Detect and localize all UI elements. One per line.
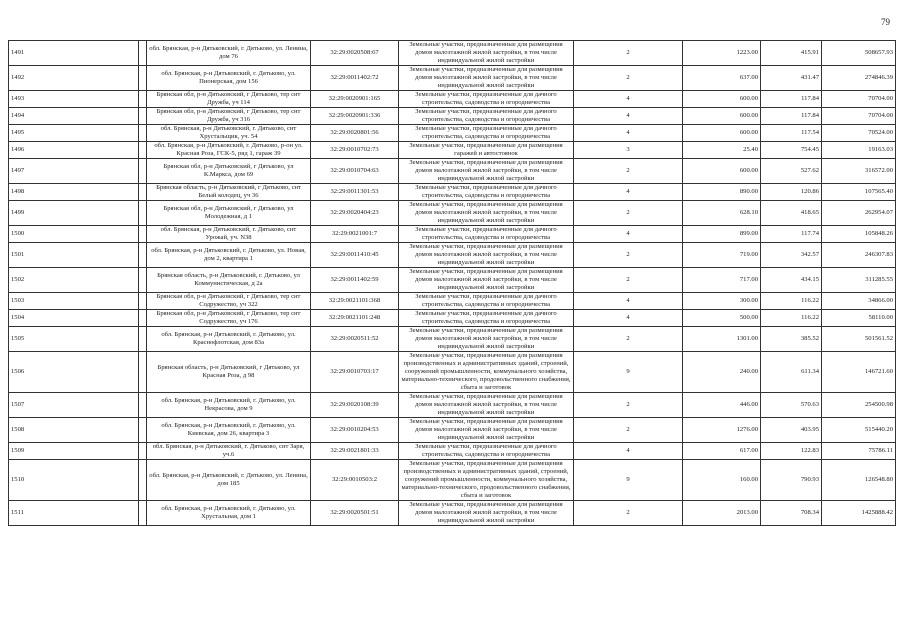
record-number: 1504	[9, 310, 139, 327]
land-use-cell: Земельные участки, предназначенные для дачного строительства, садоводства и огородничества	[399, 226, 574, 243]
record-number: 1499	[9, 201, 139, 226]
address-cell: Брянская обл, р-н Дятьковский, г Дятьково, тер снт Дружба, уч 316	[147, 108, 311, 125]
cadastral-value-cell: 107565.40	[822, 184, 896, 201]
cadastral-value-cell: 105848.26	[822, 226, 896, 243]
record-number: 1493	[9, 91, 139, 108]
record-number: 1501	[9, 243, 139, 268]
group-code-cell: 2	[574, 268, 683, 293]
group-code-cell: 2	[574, 243, 683, 268]
cadastral-value-cell: 316572.00	[822, 159, 896, 184]
address-cell: обл. Брянская, р-н Дятьковский, г. Дятьково, р-он ул. Красная Роза, ГСК-5, ряд 1, гараж 39	[147, 142, 311, 159]
area-cell: 500.00	[683, 310, 761, 327]
column-gap	[139, 393, 147, 418]
group-code-cell: 2	[574, 201, 683, 226]
area-cell: 717.00	[683, 268, 761, 293]
address-cell: Брянская обл, р-н Дятьковский, г Дятьково, тер снт Дружба, уч 114	[147, 91, 311, 108]
cadastral-number-cell: 32:29:0010704:63	[311, 159, 399, 184]
address-cell: обл. Брянская, р-н Дятьковский, г. Дятьково, ул. Хрустальная, дом 1	[147, 501, 311, 526]
area-cell: 160.00	[683, 460, 761, 501]
column-gap	[139, 125, 147, 142]
record-number: 1511	[9, 501, 139, 526]
unit-value-cell: 418.65	[761, 201, 822, 226]
cadastral-value-cell: 1425888.42	[822, 501, 896, 526]
table-row	[9, 91, 896, 108]
cadastral-number-cell: 32:29:0010204:53	[311, 418, 399, 443]
group-code-cell: 4	[574, 108, 683, 125]
group-code-cell: 2	[574, 159, 683, 184]
table-row	[9, 327, 896, 352]
column-gap	[139, 501, 147, 526]
table-row	[9, 108, 896, 125]
column-gap	[139, 443, 147, 460]
cadastral-value-cell: 501561.52	[822, 327, 896, 352]
table-row	[9, 310, 896, 327]
table-row	[9, 226, 896, 243]
area-cell: 899.00	[683, 226, 761, 243]
area-cell: 2013.00	[683, 501, 761, 526]
unit-value-cell: 117.74	[761, 226, 822, 243]
address-cell: обл. Брянская, р-н Дятьковский, г. Дятьково, ул. Некрасова, дом 9	[147, 393, 311, 418]
record-number: 1491	[9, 41, 139, 66]
cadastral-value-cell: 126548.80	[822, 460, 896, 501]
table-row	[9, 41, 896, 66]
land-use-cell: Земельные участки, предназначенные для размещения гаражей и автостоянок	[399, 142, 574, 159]
address-cell: Брянская обл, р-н Дятьковский, г Дятьково, тер снт Содружество, уч 176	[147, 310, 311, 327]
group-code-cell: 2	[574, 501, 683, 526]
group-code-cell: 4	[574, 310, 683, 327]
column-gap	[139, 41, 147, 66]
address-cell: Брянская обл, р-н Дятьковский, г Дятьково, ул Молодежная, д 1	[147, 201, 311, 226]
column-gap	[139, 108, 147, 125]
record-number: 1495	[9, 125, 139, 142]
group-code-cell: 4	[574, 184, 683, 201]
land-use-cell: Земельные участки, предназначенные для размещения домов малоэтажной жилой застройки, в том числе индивидуальной жилой застройки	[399, 201, 574, 226]
cadastral-number-cell: 32:29:0020404:23	[311, 201, 399, 226]
area-cell: 628.10	[683, 201, 761, 226]
address-cell: обл. Брянская, р-н Дятьковский, г. Дятьково, ул. Ленина, дом 76	[147, 41, 311, 66]
record-number: 1508	[9, 418, 139, 443]
address-cell: Брянская обл, р-н Дятьковский, г Дятьково, тер снт Содружество, уч 322	[147, 293, 311, 310]
address-cell: обл. Брянская, р-н Дятьковский, г. Дятьково, ул. Краснофлотская, дом 83а	[147, 327, 311, 352]
cadastral-number-cell: 32:29:0021001:7	[311, 226, 399, 243]
unit-value-cell: 527.62	[761, 159, 822, 184]
record-number: 1506	[9, 352, 139, 393]
cadastral-number-cell: 32:29:0011402:72	[311, 66, 399, 91]
unit-value-cell: 415.91	[761, 41, 822, 66]
record-number: 1494	[9, 108, 139, 125]
land-use-cell: Земельные участки, предназначенные для дачного строительства, садоводства и огородничества	[399, 293, 574, 310]
cadastral-value-cell: 58110.00	[822, 310, 896, 327]
table-row	[9, 184, 896, 201]
cadastral-value-cell: 311285.55	[822, 268, 896, 293]
area-cell: 890.00	[683, 184, 761, 201]
area-cell: 300.00	[683, 293, 761, 310]
cadastral-value-cell: 70704.00	[822, 108, 896, 125]
group-code-cell: 4	[574, 443, 683, 460]
land-use-cell: Земельные участки, предназначенные для дачного строительства, садоводства и огородничества	[399, 310, 574, 327]
group-code-cell: 3	[574, 142, 683, 159]
cadastral-value-cell: 515440.20	[822, 418, 896, 443]
record-number: 1497	[9, 159, 139, 184]
column-gap	[139, 226, 147, 243]
land-use-cell: Земельные участки, предназначенные для размещения производственных и административных зданий, строений, сооружений промышленности, коммунального хозяйства, материально-технического, продовольственного снабжения, сбыта и заготовок	[399, 460, 574, 501]
column-gap	[139, 327, 147, 352]
table-row	[9, 125, 896, 142]
column-gap	[139, 142, 147, 159]
cadastral-value-cell: 246307.83	[822, 243, 896, 268]
cadastral-number-cell: 32:29:0021101:368	[311, 293, 399, 310]
cadastral-value-cell: 254500.98	[822, 393, 896, 418]
cadastral-value-cell: 274846.39	[822, 66, 896, 91]
table-row	[9, 201, 896, 226]
group-code-cell: 2	[574, 66, 683, 91]
column-gap	[139, 66, 147, 91]
table-row	[9, 443, 896, 460]
record-number: 1507	[9, 393, 139, 418]
column-gap	[139, 201, 147, 226]
address-cell: обл. Брянская, р-н Дятьковский, г. Дятьково, ул. Новая, дом 2, квартира 1	[147, 243, 311, 268]
address-cell: обл. Брянская, р-н Дятьковский, г. Дятьково, ул. Киевская, дом 26, квартира 3	[147, 418, 311, 443]
land-use-cell: Земельные участки, предназначенные для размещения домов малоэтажной жилой застройки, в том числе индивидуальной жилой застройки	[399, 159, 574, 184]
address-cell: обл. Брянская, р-н Дятьковский, г. Дятьково, ул. Ленина, дом 185	[147, 460, 311, 501]
record-number: 1492	[9, 66, 139, 91]
cadastral-number-cell: 32:29:0021101:248	[311, 310, 399, 327]
land-use-cell: Земельные участки, предназначенные для дачного строительства, садоводства и огородничества	[399, 184, 574, 201]
column-gap	[139, 352, 147, 393]
area-cell: 446.00	[683, 393, 761, 418]
record-number: 1503	[9, 293, 139, 310]
cadastral-number-cell: 32:29:0011402:59	[311, 268, 399, 293]
cadastral-number-cell: 32:29:0020901:165	[311, 91, 399, 108]
land-use-cell: Земельные участки, предназначенные для дачного строительства, садоводства и огородничества	[399, 443, 574, 460]
unit-value-cell: 570.63	[761, 393, 822, 418]
unit-value-cell: 122.83	[761, 443, 822, 460]
cadastral-number-cell: 32:29:0010702:73	[311, 142, 399, 159]
area-cell: 240.00	[683, 352, 761, 393]
unit-value-cell: 117.84	[761, 108, 822, 125]
cadastral-value-cell: 19163.03	[822, 142, 896, 159]
record-number: 1510	[9, 460, 139, 501]
column-gap	[139, 293, 147, 310]
unit-value-cell: 434.15	[761, 268, 822, 293]
land-use-cell: Земельные участки, предназначенные для размещения домов малоэтажной жилой застройки, в том числе индивидуальной жилой застройки	[399, 418, 574, 443]
unit-value-cell: 385.52	[761, 327, 822, 352]
area-cell: 1223.00	[683, 41, 761, 66]
address-cell: обл. Брянская, р-н Дятьковский, г. Дятьково, снт Заря, уч.6	[147, 443, 311, 460]
column-gap	[139, 418, 147, 443]
group-code-cell: 9	[574, 352, 683, 393]
land-use-cell: Земельные участки, предназначенные для размещения производственных и административных зданий, строений, сооружений промышленности, коммунального хозяйства, материально-технического, продовольственного снабжения, сбыта и заготовок	[399, 352, 574, 393]
group-code-cell: 2	[574, 41, 683, 66]
group-code-cell: 4	[574, 125, 683, 142]
unit-value-cell: 117.84	[761, 91, 822, 108]
land-use-cell: Земельные участки, предназначенные для размещения домов малоэтажной жилой застройки, в том числе индивидуальной жилой застройки	[399, 41, 574, 66]
cadastral-number-cell: 32:29:0020108:39	[311, 393, 399, 418]
cadastral-value-table	[8, 40, 896, 526]
land-use-cell: Земельные участки, предназначенные для размещения домов малоэтажной жилой застройки, в том числе индивидуальной жилой застройки	[399, 327, 574, 352]
cadastral-value-cell: 75786.11	[822, 443, 896, 460]
table-row	[9, 418, 896, 443]
record-number: 1496	[9, 142, 139, 159]
area-cell: 637.00	[683, 66, 761, 91]
table-row	[9, 243, 896, 268]
table-row	[9, 393, 896, 418]
area-cell: 617.00	[683, 443, 761, 460]
area-cell: 600.00	[683, 159, 761, 184]
address-cell: Брянская область, р-н Дятьковский, г Дятьково, снт Белый колодец, уч 36	[147, 184, 311, 201]
address-cell: Брянская область, р-н Дятьковский, г Дятьково, ул Красная Роза, д 98	[147, 352, 311, 393]
column-gap	[139, 310, 147, 327]
record-number: 1509	[9, 443, 139, 460]
area-cell: 1301.00	[683, 327, 761, 352]
table-row	[9, 460, 896, 501]
cadastral-value-cell: 70524.00	[822, 125, 896, 142]
cadastral-number-cell: 32:29:0020801:56	[311, 125, 399, 142]
cadastral-number-cell: 32:29:0020508:67	[311, 41, 399, 66]
cadastral-value-cell: 508657.93	[822, 41, 896, 66]
cadastral-value-cell: 70704.00	[822, 91, 896, 108]
cadastral-value-cell: 34866.00	[822, 293, 896, 310]
group-code-cell: 2	[574, 418, 683, 443]
record-number: 1500	[9, 226, 139, 243]
group-code-cell: 2	[574, 393, 683, 418]
area-cell: 25.40	[683, 142, 761, 159]
unit-value-cell: 754.45	[761, 142, 822, 159]
column-gap	[139, 460, 147, 501]
land-use-cell: Земельные участки, предназначенные для размещения домов малоэтажной жилой застройки, в том числе индивидуальной жилой застройки	[399, 501, 574, 526]
table-row	[9, 66, 896, 91]
table-row	[9, 352, 896, 393]
land-use-cell: Земельные участки, предназначенные для размещения домов малоэтажной жилой застройки, в том числе индивидуальной жилой застройки	[399, 268, 574, 293]
column-gap	[139, 243, 147, 268]
group-code-cell: 4	[574, 226, 683, 243]
table-row	[9, 501, 896, 526]
table-row	[9, 159, 896, 184]
unit-value-cell: 116.22	[761, 310, 822, 327]
land-use-cell: Земельные участки, предназначенные для дачного строительства, садоводства и огородничества	[399, 125, 574, 142]
record-number: 1502	[9, 268, 139, 293]
table-row	[9, 293, 896, 310]
cadastral-number-cell: 32:29:0020511:52	[311, 327, 399, 352]
unit-value-cell: 117.54	[761, 125, 822, 142]
address-cell: Брянская обл, р-н Дятьковский, г Дятьково, ул К.Маркса, дом 69	[147, 159, 311, 184]
area-cell: 719.00	[683, 243, 761, 268]
unit-value-cell: 403.95	[761, 418, 822, 443]
column-gap	[139, 184, 147, 201]
cadastral-value-cell: 146721.60	[822, 352, 896, 393]
cadastral-number-cell: 32:29:0011410:45	[311, 243, 399, 268]
address-cell: обл. Брянская, р-н Дятьковский, г. Дятьково, ул. Пионерская, дом 156	[147, 66, 311, 91]
column-gap	[139, 91, 147, 108]
area-cell: 1276.00	[683, 418, 761, 443]
cadastral-number-cell: 32:29:0010703:17	[311, 352, 399, 393]
land-use-cell: Земельные участки, предназначенные для дачного строительства, садоводства и огородничества	[399, 108, 574, 125]
cadastral-number-cell: 32:29:0021801:33	[311, 443, 399, 460]
unit-value-cell: 431.47	[761, 66, 822, 91]
unit-value-cell: 342.57	[761, 243, 822, 268]
group-code-cell: 2	[574, 327, 683, 352]
land-use-cell: Земельные участки, предназначенные для размещения домов малоэтажной жилой застройки, в том числе индивидуальной жилой застройки	[399, 393, 574, 418]
unit-value-cell: 120.86	[761, 184, 822, 201]
cadastral-value-cell: 262954.07	[822, 201, 896, 226]
column-gap	[139, 159, 147, 184]
cadastral-number-cell: 32:29:0020901:336	[311, 108, 399, 125]
record-number: 1498	[9, 184, 139, 201]
page-number: 79	[881, 17, 890, 27]
area-cell: 600.00	[683, 108, 761, 125]
group-code-cell: 4	[574, 91, 683, 108]
table-row	[9, 142, 896, 159]
unit-value-cell: 708.34	[761, 501, 822, 526]
column-gap	[139, 268, 147, 293]
area-cell: 600.00	[683, 125, 761, 142]
address-cell: обл. Брянская, р-н Дятьковский, г. Дятьково, снт Хрустальщик, уч. 54	[147, 125, 311, 142]
record-number: 1505	[9, 327, 139, 352]
cadastral-number-cell: 32:29:0010503:2	[311, 460, 399, 501]
unit-value-cell: 790.93	[761, 460, 822, 501]
land-use-cell: Земельные участки, предназначенные для дачного строительства, садоводства и огородничества	[399, 91, 574, 108]
group-code-cell: 4	[574, 293, 683, 310]
land-use-cell: Земельные участки, предназначенные для размещения домов малоэтажной жилой застройки, в том числе индивидуальной жилой застройки	[399, 243, 574, 268]
table-row	[9, 268, 896, 293]
unit-value-cell: 611.34	[761, 352, 822, 393]
cadastral-number-cell: 32:29:0020501:51	[311, 501, 399, 526]
land-use-cell: Земельные участки, предназначенные для размещения домов малоэтажной жилой застройки, в том числе индивидуальной жилой застройки	[399, 66, 574, 91]
group-code-cell: 9	[574, 460, 683, 501]
area-cell: 600.00	[683, 91, 761, 108]
address-cell: обл. Брянская, р-н Дятьковский, г. Дятьково, снт Урожай, уч. N38	[147, 226, 311, 243]
unit-value-cell: 116.22	[761, 293, 822, 310]
cadastral-number-cell: 32:29:0011301:53	[311, 184, 399, 201]
address-cell: Брянская область, р-н Дятьковский, г. Дятьково, ул Коммунистическая, д 2а	[147, 268, 311, 293]
